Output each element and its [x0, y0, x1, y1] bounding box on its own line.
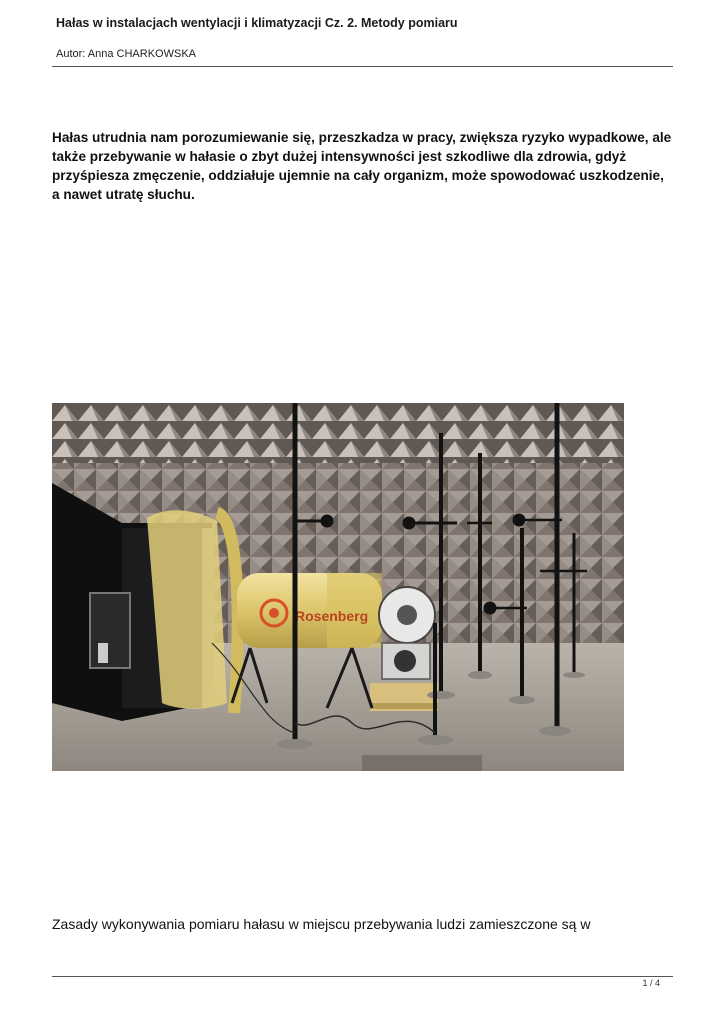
fan-brand-label: Rosenberg: [295, 608, 369, 624]
page-number: 1 / 4: [642, 978, 660, 988]
author-line: Autor: Anna CHARKOWSKA: [56, 48, 196, 60]
lead-paragraph: Hałas utrudnia nam porozumiewanie się, przeszkadza w pracy, zwiększa ryzyko wypadkowe, ale także przebywanie w hałasie o zbyt dużej intensywności jest szkodliwe dla zdrowia, gdyż przyśpiesza zmęczenie, oddziałuje ujemnie na cały organizm, może spowodować uszkodzenie, a nawet utratę słuchu.: [52, 130, 672, 202]
ceiling-foam: [52, 403, 624, 473]
page-title: Hałas w instalacjach wentylacji i klimatyzacji Cz. 2. Metody pomiaru: [56, 16, 458, 30]
anechoic-chamber-photo: [52, 403, 624, 771]
header-divider: [52, 66, 673, 67]
body-paragraph: Zasady wykonywania pomiaru hałasu w miejscu przebywania ludzi zamieszczone są w: [52, 916, 591, 932]
footer-divider: [52, 976, 673, 977]
